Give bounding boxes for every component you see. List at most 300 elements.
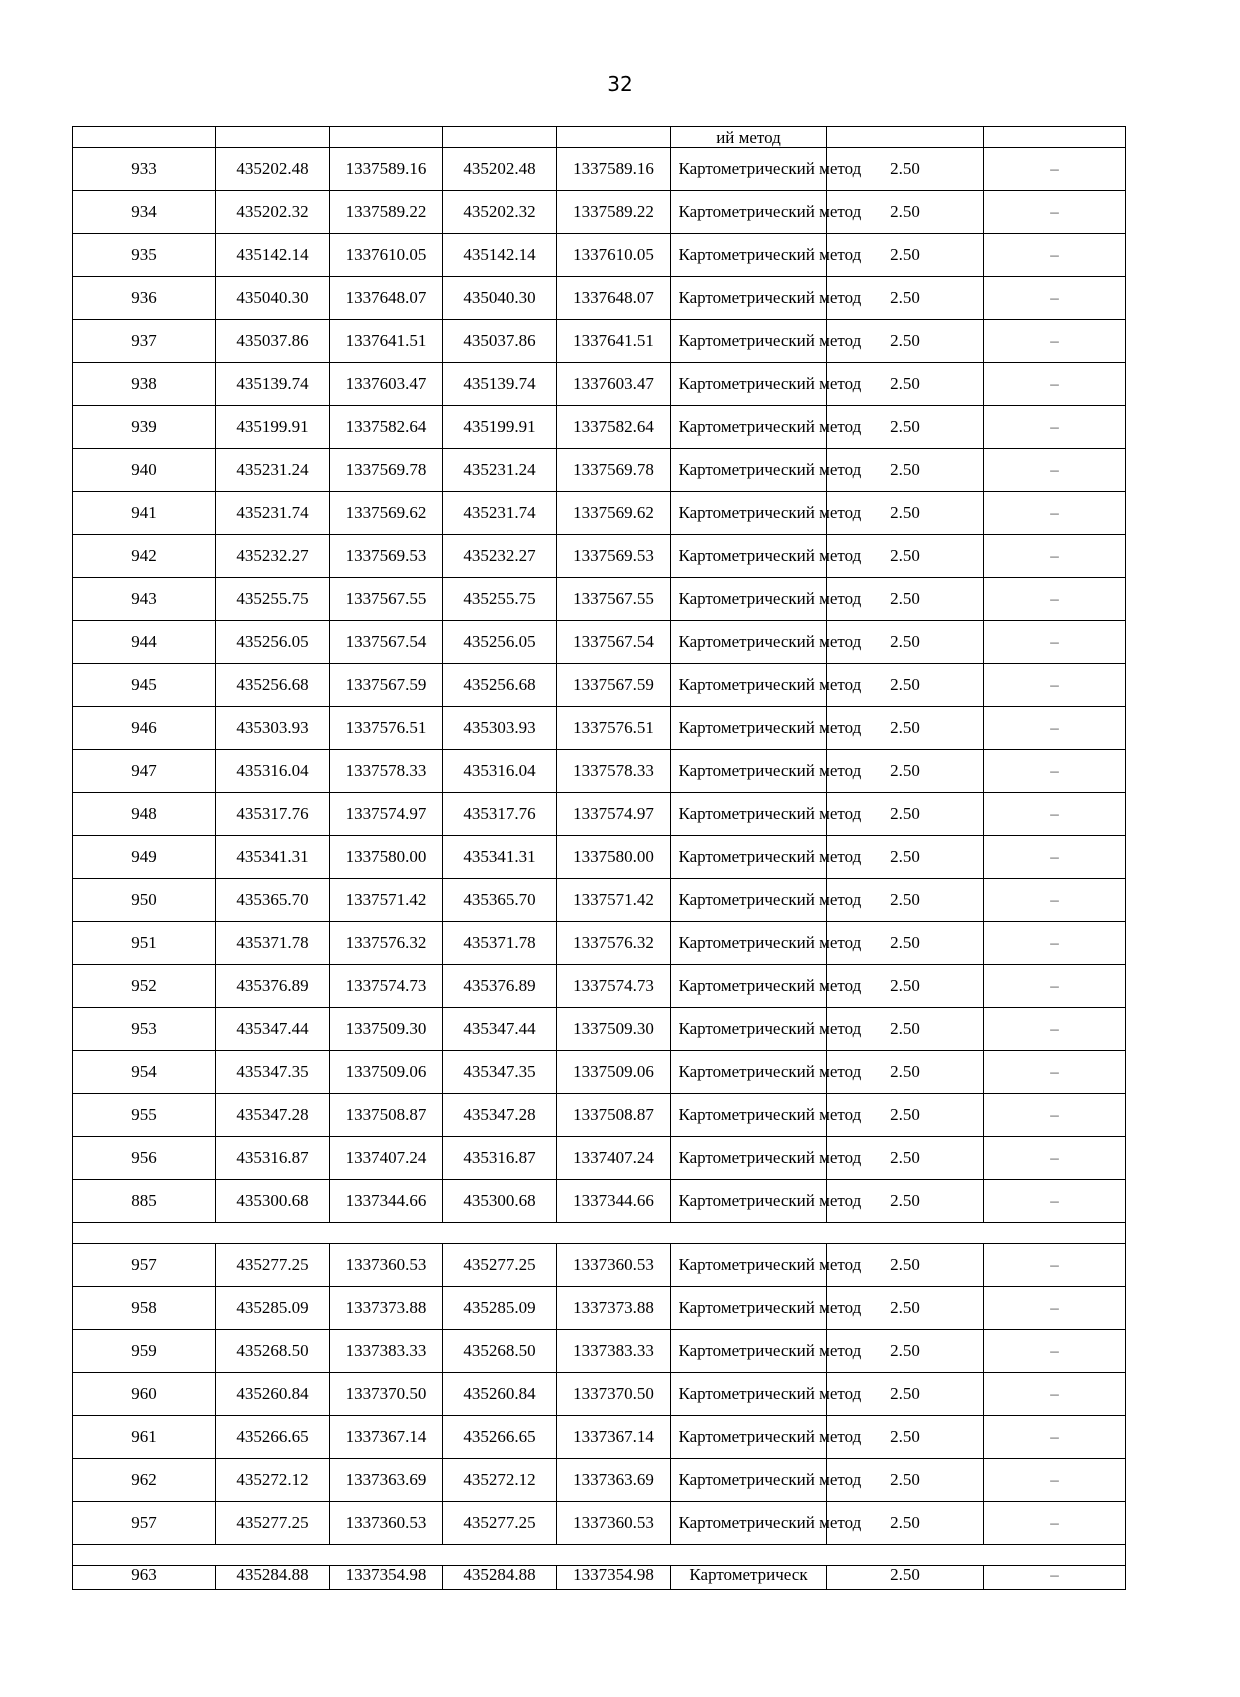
x-new-text: 435347.44: [463, 1019, 536, 1039]
description-text: –: [1050, 1427, 1059, 1447]
description-text: –: [1050, 1062, 1059, 1082]
x-old-cell: [216, 1416, 330, 1459]
table-row: [73, 1330, 1126, 1373]
y-new-text: 1337569.78: [573, 460, 654, 480]
point-number-text: 947: [131, 761, 157, 781]
x-old-cell: [216, 1244, 330, 1287]
point-number-cell: [73, 965, 216, 1008]
y-old-text: 1337576.32: [345, 933, 427, 953]
x-old-cell: [216, 793, 330, 836]
description-text: –: [1050, 1298, 1059, 1318]
y-new-text: 1337363.69: [573, 1470, 654, 1490]
point-number-text: 938: [131, 374, 157, 394]
point-number-cell: [73, 1502, 216, 1545]
table-row: [73, 1094, 1126, 1137]
y-new-text: 1337367.14: [573, 1427, 654, 1447]
description-text: –: [1050, 890, 1059, 910]
point-number-text: 941: [131, 503, 157, 523]
y-new-text: 1337569.62: [573, 503, 654, 523]
table-row: [73, 793, 1126, 836]
x-old-text: 435371.78: [236, 933, 309, 953]
accuracy-text: 2.50: [890, 374, 920, 394]
x-old-cell: [216, 234, 330, 277]
method-text: Картометрический метод: [678, 460, 862, 480]
y-new-cell: [557, 750, 671, 793]
x-old-text: 435142.14: [236, 245, 309, 265]
x-new-text: 435277.25: [463, 1513, 536, 1533]
x-new-text: 435347.28: [463, 1105, 536, 1125]
description-text: –: [1050, 589, 1059, 609]
x-new-cell: [443, 664, 557, 707]
table-row: [73, 1502, 1126, 1545]
table-row-partial: [73, 127, 1126, 148]
point-number-cell: [73, 664, 216, 707]
x-new-text: 435284.88: [463, 1565, 536, 1584]
y-new-cell: [557, 1330, 671, 1373]
x-old-cell: [216, 277, 330, 320]
y-old-cell: [330, 707, 443, 750]
point-number-cell: [73, 621, 216, 664]
block-separator-cell: [73, 1223, 1126, 1244]
table-row: [73, 1566, 1126, 1590]
x-old-text: 435266.65: [236, 1427, 309, 1447]
method-cell: [671, 320, 862, 363]
accuracy-text: 2.50: [890, 1298, 920, 1318]
method-text: Картометрический метод: [678, 374, 862, 394]
method-cell: [671, 148, 862, 191]
y-old-cell: [330, 922, 443, 965]
table-row: [73, 1287, 1126, 1330]
y-old-text: 1337363.69: [345, 1470, 427, 1490]
description-cell: [984, 492, 1126, 535]
x-old-cell: [216, 148, 330, 191]
description-cell: [984, 1330, 1126, 1373]
y-new-cell: [557, 1416, 671, 1459]
description-text: –: [1050, 1470, 1059, 1490]
y-old-text: 1337603.47: [345, 374, 427, 394]
x-new-text: 435285.09: [463, 1298, 536, 1318]
x-new-text: 435256.05: [463, 632, 536, 652]
method-text: Картометрический метод: [678, 245, 862, 265]
x-new-text: 435139.74: [463, 374, 536, 394]
method-text: Картометрический метод: [678, 503, 862, 523]
x-old-text: 435202.48: [236, 159, 309, 179]
y-new-text: 1337574.97: [573, 804, 654, 824]
point-number-cell: [73, 320, 216, 363]
x-old-cell: [216, 879, 330, 922]
description-cell: [984, 879, 1126, 922]
x-old-cell: [216, 449, 330, 492]
point-number-cell: [73, 1094, 216, 1137]
x-new-text: 435232.27: [463, 546, 536, 566]
method-text: Картометрический метод: [678, 933, 862, 953]
x-new-text: 435376.89: [463, 976, 536, 996]
table-row: [73, 363, 1126, 406]
accuracy-text: 2.50: [890, 1470, 920, 1490]
point-number-cell: [73, 1373, 216, 1416]
x-old-text: 435316.04: [236, 761, 309, 781]
description-text: –: [1050, 1384, 1059, 1404]
x-old-text: 435284.88: [236, 1565, 309, 1584]
y-new-cell: [557, 793, 671, 836]
y-new-cell: [557, 1244, 671, 1287]
method-text: Картометрический метод: [678, 1062, 862, 1082]
accuracy-text: 2.50: [890, 718, 920, 738]
point-number-cell: [73, 1330, 216, 1373]
x-new-cell: [443, 1330, 557, 1373]
method-text: Картометрический метод: [678, 976, 862, 996]
accuracy-text: 2.50: [890, 1565, 920, 1584]
method-cell: [671, 664, 862, 707]
method-cell: [671, 406, 862, 449]
y-old-cell: [330, 535, 443, 578]
x-new-cell: [443, 1051, 557, 1094]
method-text: Картометрический метод: [678, 417, 862, 437]
x-new-cell: [443, 578, 557, 621]
method-text: Картометрический метод: [678, 1148, 862, 1168]
x-old-cell: [216, 750, 330, 793]
point-number-cell: [73, 1459, 216, 1502]
y-new-cell: [557, 1373, 671, 1416]
point-number-text: 957: [131, 1513, 157, 1533]
y-old-text: 1337569.53: [345, 546, 427, 566]
x-new-cell: [443, 793, 557, 836]
accuracy-text: 2.50: [890, 288, 920, 308]
point-number-text: 933: [131, 159, 157, 179]
y-new-cell: [557, 148, 671, 191]
x-old-cell: [216, 1566, 330, 1590]
method-cell: [671, 1330, 862, 1373]
y-old-text: 1337641.51: [345, 331, 427, 351]
accuracy-text: 2.50: [890, 245, 920, 265]
y-old-text: 1337407.24: [345, 1148, 427, 1168]
point-number-text: 935: [131, 245, 157, 265]
x-new-cell: [443, 1137, 557, 1180]
method-text: Картометрический метод: [678, 1019, 862, 1039]
y-old-cell: [330, 1502, 443, 1545]
description-cell: [984, 836, 1126, 879]
x-old-cell: [216, 1459, 330, 1502]
block-separator-row: [73, 1545, 1126, 1566]
y-new-cell: [557, 363, 671, 406]
method-text: Картометрический метод: [678, 546, 862, 566]
x-new-text: 435256.68: [463, 675, 536, 695]
y-old-cell: [330, 664, 443, 707]
x-new-cell: [443, 1373, 557, 1416]
y-old-text: 1337574.97: [345, 804, 427, 824]
x-old-cell: [216, 1373, 330, 1416]
description-text: –: [1050, 976, 1059, 996]
x-old-cell: [216, 965, 330, 1008]
x-old-cell: [216, 535, 330, 578]
y-old-text: 1337574.73: [345, 976, 427, 996]
description-text: –: [1050, 1105, 1059, 1125]
method-text: Картометрический метод: [678, 1384, 862, 1404]
description-cell: [984, 1287, 1126, 1330]
description-text: –: [1050, 159, 1059, 179]
accuracy-text: 2.50: [890, 546, 920, 566]
description-cell: [984, 148, 1126, 191]
table-row: [73, 449, 1126, 492]
x-new-text: 435316.04: [463, 761, 536, 781]
description-text: –: [1050, 847, 1059, 867]
x-new-cell: [443, 1094, 557, 1137]
x-new-text: 435316.87: [463, 1148, 536, 1168]
x-old-cell: [216, 492, 330, 535]
y-new-cell: [557, 406, 671, 449]
point-number-text: 937: [131, 331, 157, 351]
description-text: –: [1050, 460, 1059, 480]
point-number-text: 960: [131, 1384, 157, 1404]
page-number: 32: [607, 72, 633, 96]
point-number-text: 942: [131, 546, 157, 566]
description-cell: [984, 277, 1126, 320]
y-new-text: 1337580.00: [573, 847, 654, 867]
y-old-cell: [330, 1244, 443, 1287]
y-old-cell: [330, 965, 443, 1008]
description-text: –: [1050, 374, 1059, 394]
accuracy-text: 2.50: [890, 202, 920, 222]
x-old-text: 435232.27: [236, 546, 309, 566]
point-number-cell: [73, 1137, 216, 1180]
x-old-text: 435300.68: [236, 1191, 309, 1211]
method-text: Картометрический метод: [678, 1298, 862, 1318]
y-new-cell: [557, 1008, 671, 1051]
x-old-text: 435037.86: [236, 331, 309, 351]
description-cell: [984, 793, 1126, 836]
method-cell: [671, 277, 862, 320]
y-old-text: 1337344.66: [345, 1191, 427, 1211]
point-number-text: 949: [131, 847, 157, 867]
point-number-text: 959: [131, 1341, 157, 1361]
y-new-text: 1337354.98: [573, 1565, 654, 1584]
y-old-cell: [330, 1373, 443, 1416]
accuracy-text: 2.50: [890, 761, 920, 781]
table-row: [73, 406, 1126, 449]
description-cell: [984, 234, 1126, 277]
point-number-cell: [73, 879, 216, 922]
y-new-text: 1337578.33: [573, 761, 654, 781]
x-old-text: 435285.09: [236, 1298, 309, 1318]
x-old-text: 435199.91: [236, 417, 309, 437]
method-text: Картометрический метод: [678, 632, 862, 652]
table-row: [73, 320, 1126, 363]
point-number-cell: [73, 1244, 216, 1287]
x-old-cell: [216, 320, 330, 363]
y-old-cell: [330, 406, 443, 449]
x-new-cell: [443, 1459, 557, 1502]
table-row: [73, 535, 1126, 578]
description-cell: [984, 1459, 1126, 1502]
x-new-cell: [443, 363, 557, 406]
description-cell: [984, 1180, 1126, 1223]
description-cell: [984, 406, 1126, 449]
y-new-text: 1337567.59: [573, 675, 654, 695]
description-text: –: [1050, 331, 1059, 351]
y-old-text: 1337567.54: [345, 632, 427, 652]
x-new-cell: [443, 965, 557, 1008]
x-old-cell: [216, 363, 330, 406]
description-cell: [984, 1094, 1126, 1137]
y-old-cell: [330, 1287, 443, 1330]
x-new-text: 435341.31: [463, 847, 536, 867]
description-text: –: [1050, 933, 1059, 953]
y-new-cell: [557, 449, 671, 492]
point-number-text: 946: [131, 718, 157, 738]
point-number-text: 961: [131, 1427, 157, 1447]
point-number-cell: [73, 1180, 216, 1223]
method-cell: [671, 234, 862, 277]
point-number-text: 962: [131, 1470, 157, 1490]
description-cell: [984, 191, 1126, 234]
point-number-cell: [73, 836, 216, 879]
table-row: [73, 1373, 1126, 1416]
table-row: [73, 1459, 1126, 1502]
method-cell: [671, 1287, 862, 1330]
x-old-text: 435231.74: [236, 503, 309, 523]
point-number-cell: [73, 406, 216, 449]
point-number-text: 885: [131, 1191, 157, 1211]
x-new-cell: [443, 406, 557, 449]
y-new-text: 1337567.54: [573, 632, 654, 652]
accuracy-text: 2.50: [890, 1191, 920, 1211]
point-number-text: 956: [131, 1148, 157, 1168]
x-new-text: 435142.14: [463, 245, 536, 265]
x-old-text: 435316.87: [236, 1148, 309, 1168]
point-number-cell: [73, 1051, 216, 1094]
x-new-text: 435040.30: [463, 288, 536, 308]
y-old-text: 1337578.33: [345, 761, 427, 781]
y-old-cell: [330, 793, 443, 836]
point-number-cell: [73, 922, 216, 965]
accuracy-text: 2.50: [890, 1427, 920, 1447]
x-old-cell: [216, 1051, 330, 1094]
x-old-cell: [216, 1330, 330, 1373]
y-new-cell: [557, 492, 671, 535]
x-new-cell: [443, 492, 557, 535]
method-text: Картометрический метод: [678, 761, 862, 781]
point-number-cell: [73, 1566, 216, 1590]
accuracy-text: 2.50: [890, 1255, 920, 1275]
table-row: [73, 234, 1126, 277]
point-number-cell: [73, 793, 216, 836]
y-old-text: 1337610.05: [345, 245, 427, 265]
y-new-cell: [557, 1287, 671, 1330]
y-old-cell: [330, 1566, 443, 1590]
x-old-cell: [216, 664, 330, 707]
x-old-text: 435347.28: [236, 1105, 309, 1125]
method-cell: [671, 879, 862, 922]
x-old-text: 435256.68: [236, 675, 309, 695]
description-cell: [984, 922, 1126, 965]
y-old-text: 1337354.98: [345, 1565, 427, 1584]
x-old-cell: [216, 836, 330, 879]
table-row: [73, 1051, 1126, 1094]
y-old-text: 1337589.16: [345, 159, 427, 179]
accuracy-text: 2.50: [890, 331, 920, 351]
description-cell: [984, 965, 1126, 1008]
table-row: [73, 965, 1126, 1008]
y-old-cell: [330, 320, 443, 363]
description-cell: [984, 578, 1126, 621]
table-row: [73, 879, 1126, 922]
y-new-text: 1337589.16: [573, 159, 654, 179]
x-new-text: 435268.50: [463, 1341, 536, 1361]
table-row: [73, 1008, 1126, 1051]
method-cell: [671, 1566, 827, 1590]
y-new-text: 1337567.55: [573, 589, 654, 609]
x-new-text: 435037.86: [463, 331, 536, 351]
point-number-cell: [73, 750, 216, 793]
description-text: –: [1050, 245, 1059, 265]
method-text: Картометрический метод: [678, 1191, 862, 1211]
y-old-text: 1337360.53: [345, 1255, 427, 1275]
x-old-cell: [216, 621, 330, 664]
y-old-text: 1337569.78: [345, 460, 427, 480]
x-new-cell: [443, 621, 557, 664]
y-new-text: 1337582.64: [573, 417, 654, 437]
point-number-text: 940: [131, 460, 157, 480]
y-old-cell: [330, 879, 443, 922]
y-new-cell: [557, 1094, 671, 1137]
description-cell: [984, 363, 1126, 406]
x-new-cell: [443, 191, 557, 234]
description-text: –: [1050, 1191, 1059, 1211]
point-number-text: 954: [131, 1062, 157, 1082]
x-new-text: 435317.76: [463, 804, 536, 824]
y-new-text: 1337373.88: [573, 1298, 654, 1318]
y-old-cell: [330, 1008, 443, 1051]
y-new-cell: [557, 965, 671, 1008]
description-text: –: [1050, 761, 1059, 781]
x-old-cell: [216, 191, 330, 234]
accuracy-text: 2.50: [890, 417, 920, 437]
x-new-cell: [443, 1180, 557, 1223]
description-cell: [984, 1373, 1126, 1416]
point-number-text: 934: [131, 202, 157, 222]
y-old-cell: [330, 148, 443, 191]
x-old-text: 435347.44: [236, 1019, 309, 1039]
y-new-text: 1337576.32: [573, 933, 654, 953]
method-cell: ий метод: [671, 127, 827, 148]
y-old-text: 1337367.14: [345, 1427, 427, 1447]
x-new-cell: [443, 234, 557, 277]
method-text: Картометрический метод: [678, 718, 862, 738]
accuracy-text: 2.50: [890, 804, 920, 824]
method-cell: [671, 621, 862, 664]
y-new-text: 1337383.33: [573, 1341, 654, 1361]
description-cell: [984, 1502, 1126, 1545]
accuracy-text: 2.50: [890, 890, 920, 910]
table-row: [73, 1416, 1126, 1459]
description-text: –: [1050, 718, 1059, 738]
description-cell: [984, 1137, 1126, 1180]
x-old-text: 435272.12: [236, 1470, 309, 1490]
point-number-text: 952: [131, 976, 157, 996]
y-new-cell: [557, 191, 671, 234]
x-old-text: 435277.25: [236, 1255, 309, 1275]
y-new-cell: [557, 1502, 671, 1545]
point-number-text: 939: [131, 417, 157, 437]
description-text: –: [1050, 675, 1059, 695]
method-text: Картометрический метод: [678, 1105, 862, 1125]
x-old-text: 435139.74: [236, 374, 309, 394]
table-row: [73, 750, 1126, 793]
y-new-text: 1337569.53: [573, 546, 654, 566]
description-cell: [984, 621, 1126, 664]
point-number-text: 943: [131, 589, 157, 609]
y-new-cell: [557, 1051, 671, 1094]
